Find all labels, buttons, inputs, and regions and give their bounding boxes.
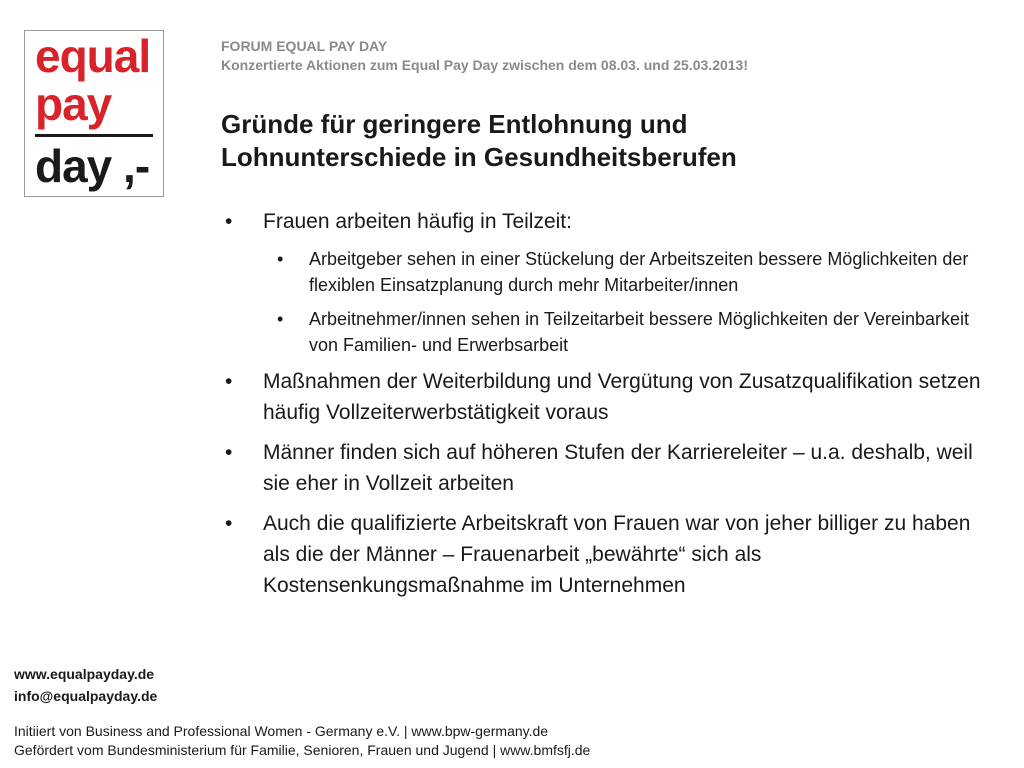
bullet-marker: • (225, 512, 233, 535)
logo-word-pay: pay (35, 78, 112, 130)
logo-rule (35, 134, 153, 137)
bullet-text: Männer finden sich auf höheren Stufen der Karriereleiter – u.a. deshalb, weil sie eher in Vollzeit arbeiten (263, 441, 973, 495)
bullet-item (221, 437, 981, 499)
email-link[interactable]: info@equalpayday.de (14, 688, 158, 704)
bullet-text: Auch die qualifizierte Arbeitskraft von Frauen war von jeher billiger zu haben als die der Männer – Frauenarbeit „bewährte“ sich als Kostensenkungsmaßnahme im Unternehmen (263, 512, 971, 597)
sub-bullet-item (273, 246, 981, 298)
slide-title (221, 108, 981, 174)
header-subtitle: Konzertierte Aktionen zum Equal Pay Day zwischen dem 08.03. und 25.03.2013! (221, 57, 748, 73)
sub-bullet-item (273, 306, 981, 358)
bullet-marker: • (225, 210, 233, 233)
equal-pay-day-logo (24, 30, 164, 197)
logo-word-equal: equal (35, 30, 151, 82)
footer (14, 722, 590, 760)
forum-label: FORUM EQUAL PAY DAY (221, 38, 388, 54)
bullet-list (221, 206, 981, 610)
sub-bullet-text: Arbeitnehmer/innen sehen in Teilzeitarbeit bessere Möglichkeiten der Vereinbarkeit von Familien- und Erwerbsarbeit (309, 309, 970, 355)
bullet-item (221, 206, 981, 237)
bullet-marker: • (225, 370, 233, 393)
bullet-item (221, 508, 981, 601)
sub-bullet-text: Arbeitgeber sehen in einer Stückelung der Arbeitszeiten bessere Möglichkeiten der flexiblen Einsatzplanung durch mehr Mitarbeiter/innen (309, 249, 969, 295)
slide-title-line-2: Lohnunterschiede in Gesundheitsberufen (221, 142, 737, 172)
bullet-marker: • (225, 441, 233, 464)
bullet-item (221, 366, 981, 428)
bullet-marker: • (277, 309, 284, 329)
bullet-text: Frauen arbeiten häufig in Teilzeit: (263, 210, 572, 233)
contact-block (14, 663, 157, 707)
logo-word-day: day ,- (35, 140, 150, 192)
footer-line-initiator: Initiiert von Business and Professional Women - Germany e.V. | www.bpw-germany.de (14, 723, 549, 739)
footer-line-sponsor: Gefördert vom Bundesministerium für Familie, Senioren, Frauen und Jugend | www.bmfsfj.de (14, 742, 591, 758)
slide-title-line-1: Gründe für geringere Entlohnung und (221, 109, 688, 139)
website-link[interactable]: www.equalpayday.de (14, 666, 155, 682)
bullet-marker: • (277, 249, 284, 269)
bullet-text: Maßnahmen der Weiterbildung und Vergütung von Zusatzqualifikation setzen häufig Vollzeiterwerbstätigkeit voraus (263, 370, 981, 424)
